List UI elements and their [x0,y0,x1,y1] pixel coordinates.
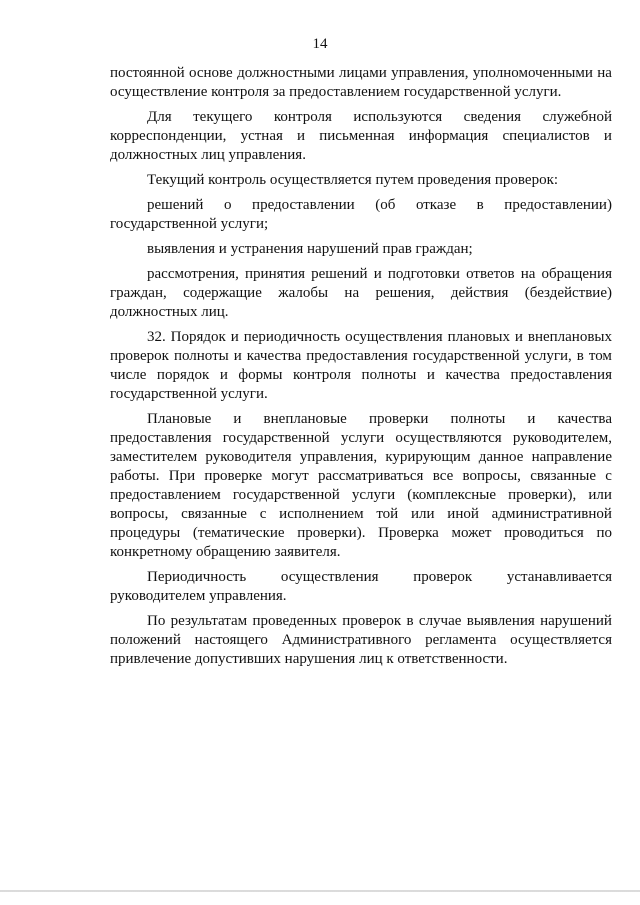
document-body [110,64,612,669]
word: полноты [173,348,229,364]
word: предоставлении [252,197,355,213]
word: выявления [466,613,535,629]
text-line: должностных лиц. [110,304,229,320]
word: или [588,487,612,503]
text-line: привлечение допустивших нарушения лиц к ответственности. [110,651,508,667]
text-line [110,612,612,631]
word: управления, [299,449,378,465]
word: услуги [351,487,396,503]
word: устанавливается [506,569,612,585]
scan-edge-mark [0,890,640,892]
text-line [110,429,612,448]
word: граждан, [110,285,167,301]
text-line [110,366,612,385]
word: в [576,348,584,364]
word: проверки). [297,525,366,541]
word: порядок [156,367,210,383]
word: внеплановые [263,411,347,427]
text-line [110,347,612,366]
word: работы. [110,468,160,484]
word: и [426,367,435,383]
word: отказе [415,197,457,213]
word: постоянной [110,65,185,81]
text-line [110,410,612,429]
word: Порядок [170,329,226,345]
word: направление [531,449,612,465]
word: По [147,613,166,629]
text-line [110,265,612,284]
word: Периодичность [147,569,247,585]
word: государственной [222,430,330,446]
word: устная [240,128,283,144]
word: содержащие [183,285,262,301]
word: Административного [281,632,412,648]
text-line [110,108,612,127]
word: и [373,266,382,282]
word: проверок [413,569,473,585]
word: проведенных [252,613,337,629]
word: том [588,348,612,364]
word: служебной [542,109,612,125]
text-line [110,505,612,524]
word: о [224,197,232,213]
word: подготовки [387,266,460,282]
word: исполнением [279,506,364,522]
word: Проверка [378,525,439,541]
word: периодичность [243,329,341,345]
text-line: Текущий контроль осуществляется путем проведения проверок: [147,172,559,188]
word: курирующим [385,449,471,465]
word: (комплексные [407,487,496,503]
word: используются [353,109,443,125]
word: в [406,613,414,629]
word: осуществляется [510,632,612,648]
word: качества [445,367,500,383]
word: (тематические [192,525,285,541]
word: Плановые [147,411,212,427]
word: настоящего [194,632,268,648]
word: административной [491,506,612,522]
word: качества [557,411,612,427]
word: вопросы, [110,506,169,522]
word: и [527,411,536,427]
word: с [605,468,612,484]
word: 32. [147,329,166,345]
word: жалобы [278,285,329,301]
word: контроля [273,109,332,125]
word: контроля [293,367,351,383]
word: обращения [541,266,612,282]
word: Для [147,109,172,125]
text-line [110,467,612,486]
word: предоставления [110,430,212,446]
word: и [219,367,228,383]
word: сведения [463,109,522,125]
word: могут [271,468,309,484]
text-line [110,486,612,505]
text-line: должностных лиц управления. [110,147,306,163]
word: или [410,506,435,522]
word: и [233,348,242,364]
word: принятия [245,266,305,282]
word: предоставления [306,348,408,364]
word: осуществляются [395,430,502,446]
word: той [376,506,399,522]
word: все [432,468,454,484]
word: проводиться [504,525,584,541]
word: на [597,65,612,81]
word: услуги [340,430,385,446]
word: информация [408,128,489,144]
page-number: 14 [312,36,328,52]
word: решения, [375,285,435,301]
word: полноты [361,367,417,383]
word: положений [110,632,181,648]
word: случае [418,613,462,629]
text-line [110,524,612,543]
word: нарушений [540,613,612,629]
word: связанные [530,468,597,484]
word: по [596,525,612,541]
word: решений [311,266,368,282]
word: с [259,506,267,522]
word: и [233,411,242,427]
word: При [168,468,196,484]
text-line [110,568,612,587]
word: должностными [237,65,335,81]
word: проверок [110,348,169,364]
word: связанные [181,506,247,522]
word: уполномоченными [472,65,593,81]
word: корреспонденции, [110,128,227,144]
word: заместителем [110,449,198,465]
word: проверке [204,468,263,484]
text-line: выявления и устранения нарушений прав граждан; [147,241,473,257]
word: рассматриваться [317,468,424,484]
word: иной [447,506,479,522]
text-line [110,64,612,83]
word: данное [478,449,524,465]
word: руководителем, [512,430,612,446]
word: в [476,197,484,213]
word: действия [450,285,509,301]
word: государственной [232,487,340,503]
word: (об [375,197,396,213]
word: осуществления [280,569,379,585]
word: может [451,525,492,541]
word: услуги, [524,348,572,364]
text-line: осуществление контроля за предоставлением государственной услуги. [110,84,562,100]
word: рассмотрения, [147,266,239,282]
text-line: руководителем управления. [110,588,287,604]
word: (бездействие) [524,285,612,301]
text-line [110,448,612,467]
word: решений [147,197,204,213]
word: регламента [425,632,497,648]
text-line [110,328,612,347]
word: ответов [466,266,515,282]
word: основе [189,65,233,81]
text-line: государственной услуги. [110,386,268,402]
word: и [514,329,523,345]
word: письменная [319,128,395,144]
word: управления, [391,65,469,81]
word: вопросы, [462,468,521,484]
text-line: государственной услуги; [110,216,269,232]
word: проверок [342,613,402,629]
text-line [110,631,612,650]
word: на [520,266,536,282]
word: и [230,329,239,345]
word: на [344,285,360,301]
word: руководителя [205,449,292,465]
word: текущего [193,109,253,125]
word: внеплановых [527,329,612,345]
text-line [110,284,612,303]
word: специалистов [502,128,590,144]
word: государственной [412,348,520,364]
word: формы [238,367,283,383]
word: результатам [170,613,248,629]
word: предоставлении) [504,197,612,213]
word: плановых [447,329,510,345]
word: качества [246,348,302,364]
text-line [110,196,612,215]
word: предоставлением [110,487,221,503]
word: предоставления [510,367,612,383]
word: числе [110,367,147,383]
text-line [110,127,612,146]
word: и [297,128,306,144]
word: и [603,128,612,144]
word: процедуры [110,525,181,541]
word: проверки), [508,487,577,503]
word: полноты [450,411,506,427]
word: осуществления [345,329,443,345]
word: проверки [368,411,429,427]
text-line: конкретному обращению заявителя. [110,544,341,560]
word: лицами [339,65,387,81]
